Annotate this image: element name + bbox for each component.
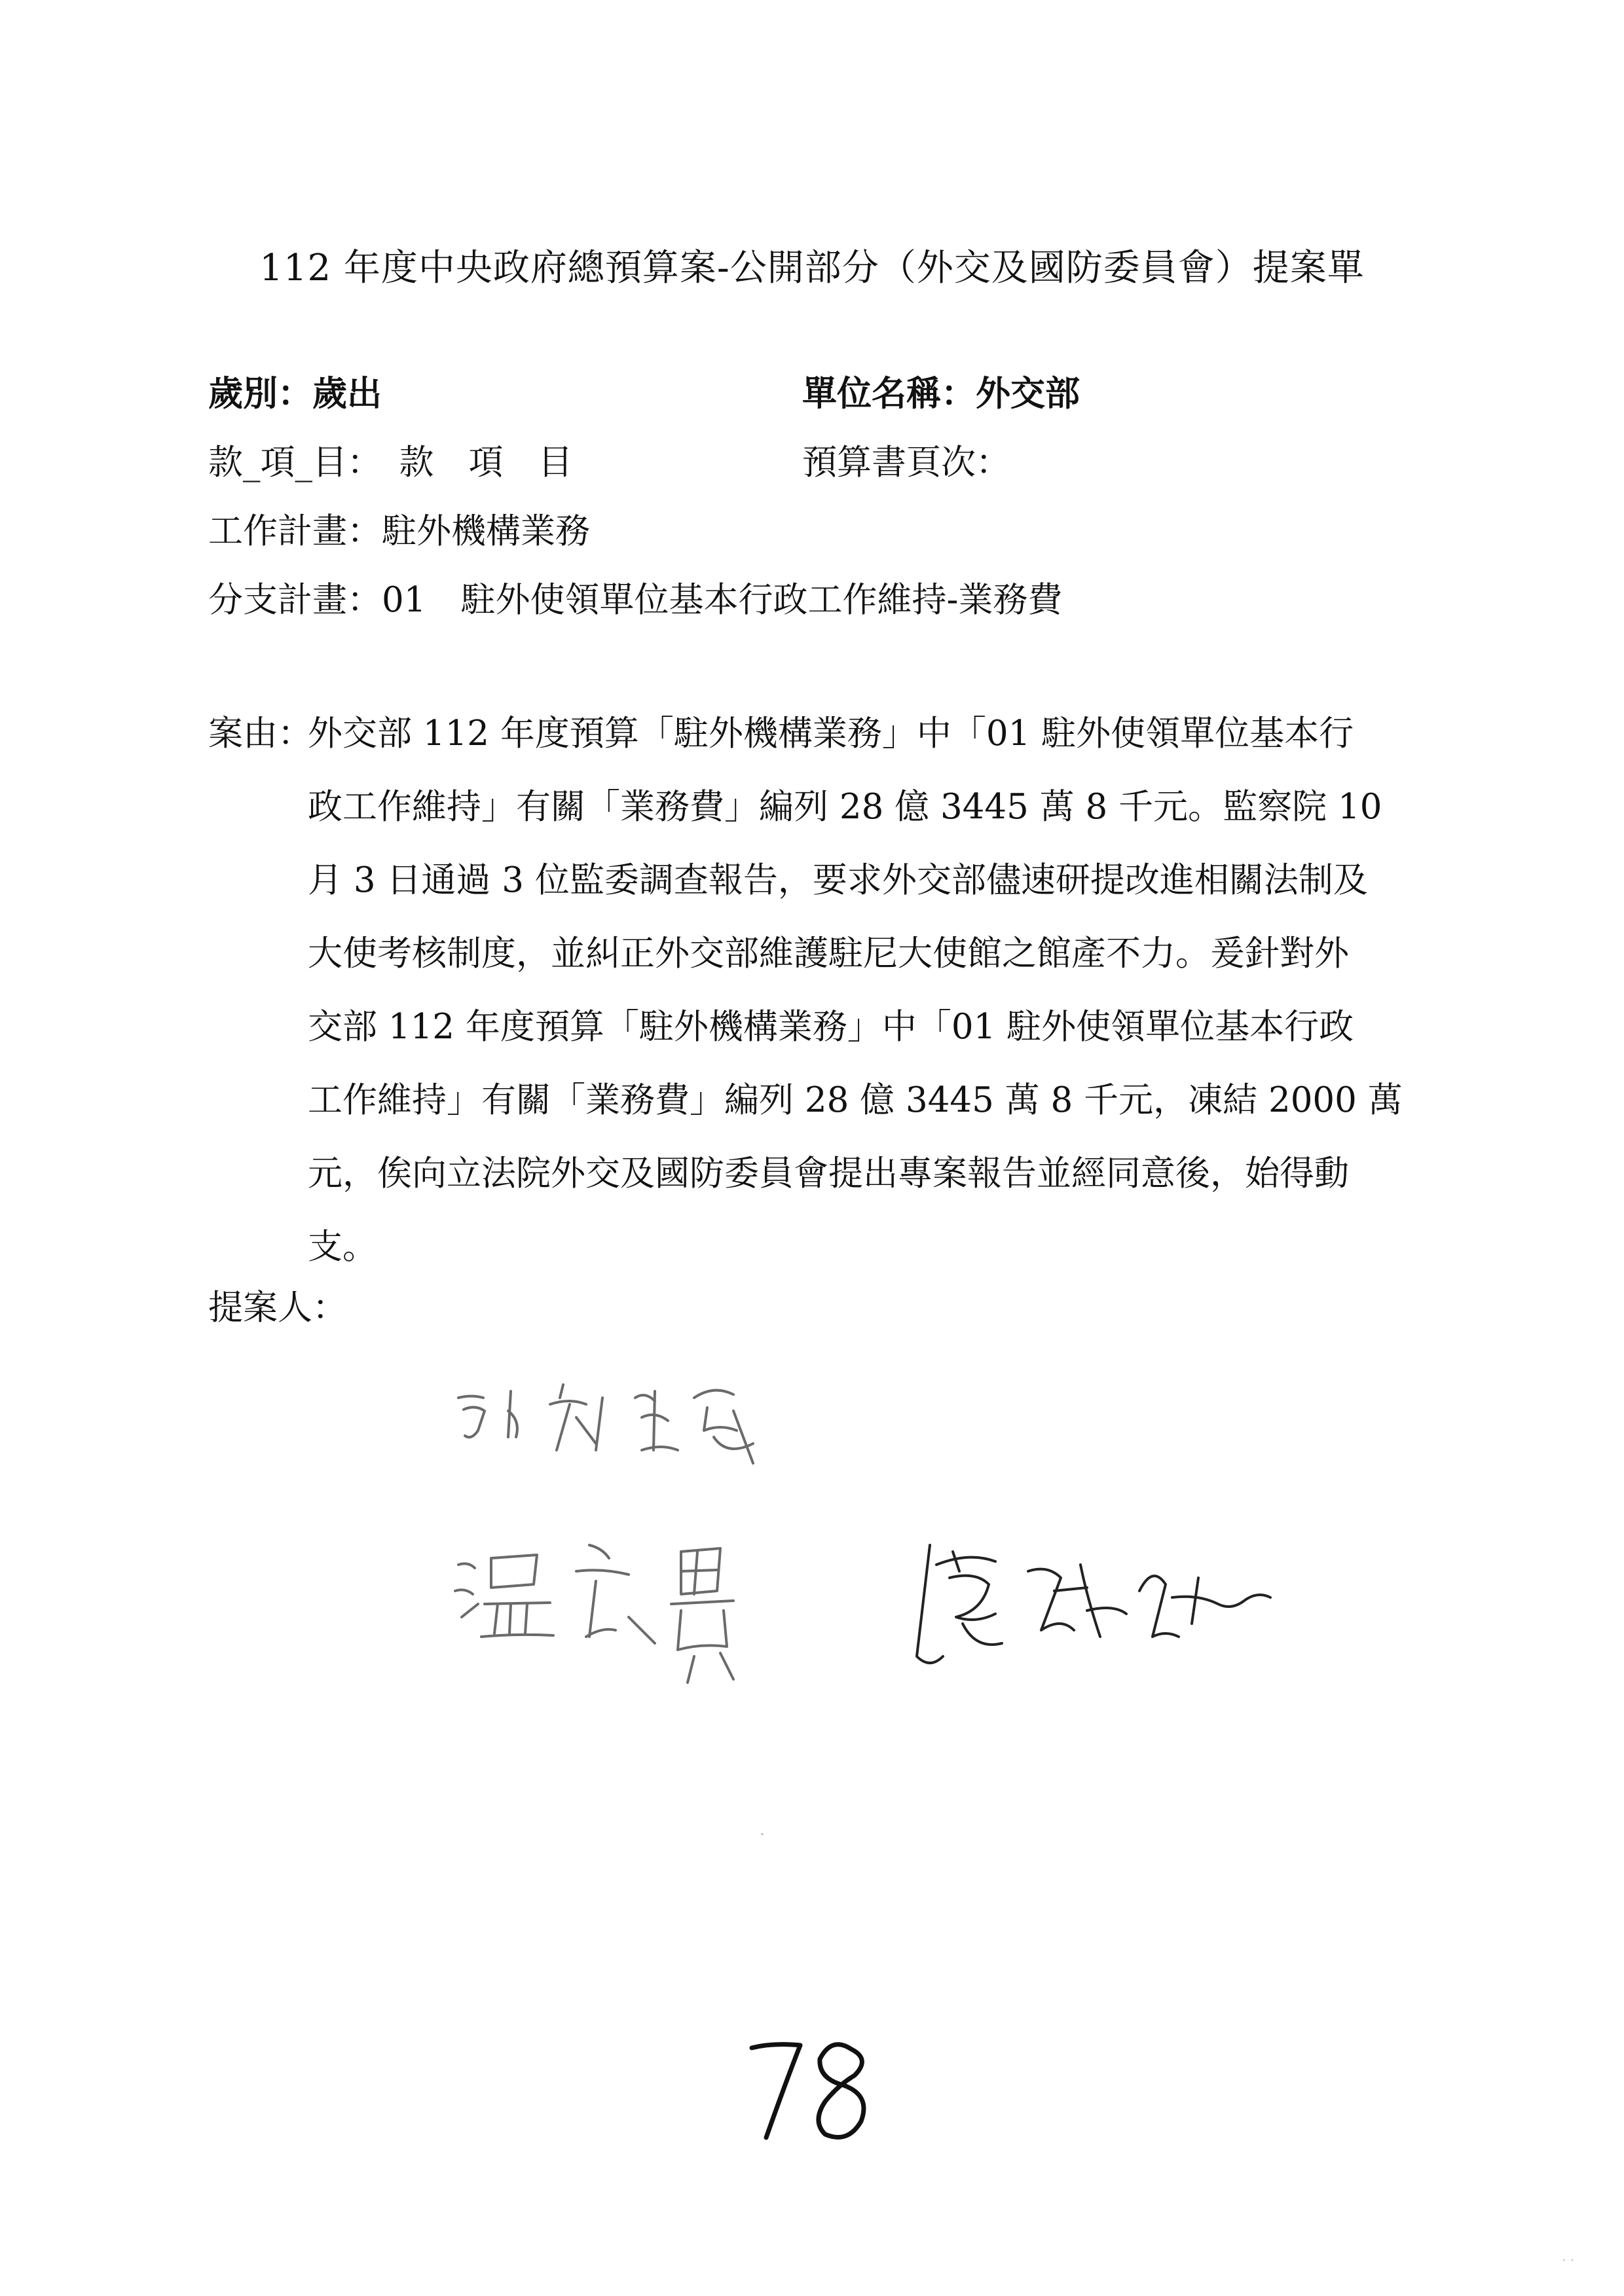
case-line: 政工作維持」有關「業務費」編列 28 億 3445 萬 8 千元。監察院 10 <box>308 787 1382 827</box>
case-line: 外交部 112 年度預算「駐外機構業務」中「01 駐外使領單位基本行 <box>308 714 1354 754</box>
document-title: 112 年度中央政府總預算案-公開部分（外交及國防委員會）提案單 <box>259 247 1365 289</box>
proposer-label: 提案人： <box>208 1288 347 1328</box>
unit-name-field: 單位名稱：外交部 <box>802 373 1080 414</box>
category-field: 歲別：歲出 <box>208 373 382 414</box>
scan-speck <box>761 1833 764 1835</box>
case-label: 案由： <box>208 714 312 754</box>
sub-plan-field: 分支計畫：01 駐外使領單位基本行政工作維持-業務費 <box>208 580 1063 620</box>
case-line: 工作維持」有關「業務費」編列 28 億 3445 萬 8 千元，凍結 2000 萬 <box>308 1080 1403 1120</box>
handwritten-page-number <box>740 2023 891 2154</box>
signature-3 <box>891 1525 1297 1696</box>
work-plan-field: 工作計畫：駐外機構業務 <box>208 511 590 551</box>
case-line: 月 3 日通過 3 位監委調查報告，要求外交部儘速研提改進相關法制及 <box>308 860 1368 900</box>
case-line: 大使考核制度，並糾正外交部維護駐尼大使館之館產不力。爰針對外 <box>308 934 1349 974</box>
corner-mark: · · <box>1562 2252 1575 2268</box>
case-line: 支。 <box>308 1227 377 1267</box>
budget-page-field: 預算書頁次： <box>802 443 1010 483</box>
signature-1 <box>445 1358 812 1489</box>
signature-2 <box>445 1519 838 1689</box>
case-body <box>308 697 1434 1284</box>
case-line: 交部 112 年度預算「駐外機構業務」中「01 駐外使領單位基本行政 <box>308 1007 1354 1047</box>
case-line: 元，俟向立法院外交及國防委員會提出專案報告並經同意後，始得動 <box>308 1154 1349 1194</box>
item-field: 款_項_目： 款 項 目 <box>208 443 573 483</box>
